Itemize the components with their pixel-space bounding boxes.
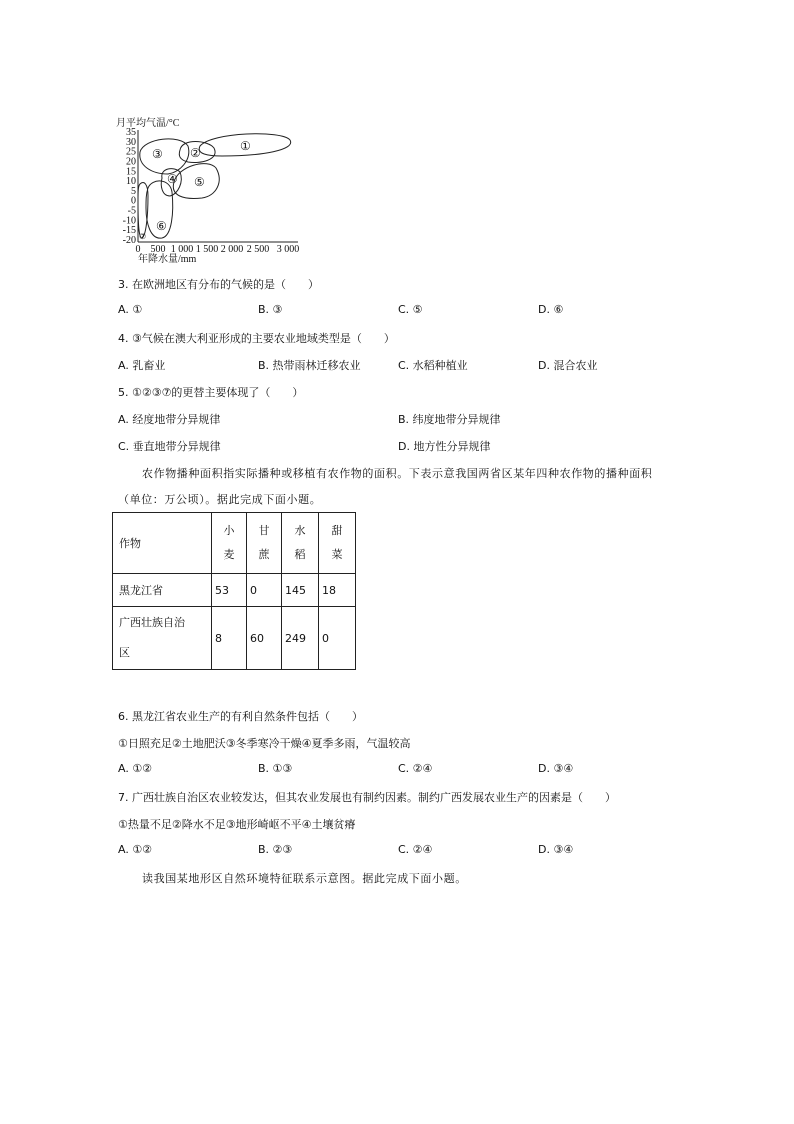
q5-option-a[interactable]: A. 经度地带分异规律	[118, 413, 221, 426]
header-crop: 作物	[113, 513, 212, 574]
cell-wheat: 53	[212, 574, 247, 607]
header-wheat: 小 麦	[212, 513, 247, 574]
header-rice: 水 稻	[282, 513, 319, 574]
passage-1-line-2: （单位：万公顷）。据此完成下面小题。	[118, 493, 322, 506]
q3-option-d[interactable]: D. ⑥	[538, 303, 564, 316]
q4-option-b[interactable]: B. 热带雨林迁移农业	[258, 359, 361, 372]
x-tick-label: 500	[150, 244, 166, 255]
cell-rice: 145	[282, 574, 319, 607]
region-label-2: ②	[190, 146, 201, 160]
y-tick-label: 5	[131, 185, 136, 197]
passage-1-line-1: 农作物播种面积指实际播种或移植有农作物的面积。下表示意我国两省区某年四种农作物的播种面积	[142, 467, 653, 480]
question-6-items: ①日照充足②土地肥沃③冬季寒冷干燥④夏季多雨，气温较高	[118, 737, 411, 750]
region-label-5: ⑤	[194, 175, 205, 189]
q7-option-d[interactable]: D. ③④	[538, 843, 574, 856]
q6-option-d[interactable]: D. ③④	[538, 762, 574, 775]
x-tick-label: 2 000	[220, 244, 244, 255]
header-sugarcane: 甘 蔗	[247, 513, 282, 574]
cell-wheat: 8	[212, 607, 247, 670]
header-sugarbeet: 甜 菜	[319, 513, 356, 574]
q3-option-b[interactable]: B. ③	[258, 303, 283, 316]
q4-option-d[interactable]: D. 混合农业	[538, 359, 598, 372]
q7-option-b[interactable]: B. ②③	[258, 843, 293, 856]
row-region: 黑龙江省	[113, 574, 212, 607]
cell-sugarbeet: 18	[319, 574, 356, 607]
x-tick-label: 3 000	[276, 244, 300, 255]
q3-option-a[interactable]: A. ①	[118, 303, 143, 316]
y-tick-label: -5	[127, 205, 136, 217]
x-tick-label: 2 500	[246, 244, 270, 255]
y-tick-label: 10	[126, 176, 136, 188]
cell-sugarcane: 0	[247, 574, 282, 607]
table-row	[113, 607, 356, 670]
region-label-6: ⑥	[156, 219, 167, 233]
y-axis-label: 月平均气温/°C	[116, 118, 180, 129]
region-label-4: ④	[167, 172, 178, 186]
question-3-stem: 3. 在欧洲地区有分布的气候的是（ ）	[118, 278, 319, 291]
table-row	[113, 574, 356, 607]
y-tick-label: 20	[126, 156, 136, 168]
y-tick-label: -20	[122, 235, 136, 246]
region-label-1: ①	[240, 139, 251, 153]
y-tick-label: 15	[126, 166, 136, 178]
y-tick-label: 35	[126, 127, 136, 138]
question-6-stem: 6. 黑龙江省农业生产的有利自然条件包括（ ）	[118, 710, 363, 723]
question-4-stem: 4. ③气候在澳大利亚形成的主要农业地域类型是（ ）	[118, 332, 395, 345]
question-7-items: ①热量不足②降水不足③地形崎岖不平④土壤贫瘠	[118, 818, 356, 831]
cell-sugarbeet: 0	[319, 607, 356, 670]
row-region: 广西壮族自治 区	[113, 607, 212, 670]
y-tick-label: 30	[126, 136, 136, 148]
q7-option-c[interactable]: C. ②④	[398, 843, 433, 856]
q6-option-c[interactable]: C. ②④	[398, 762, 433, 775]
cell-sugarcane: 60	[247, 607, 282, 670]
y-tick-label: -10	[122, 215, 136, 227]
x-tick-label: 1 000	[170, 244, 194, 255]
climate-chart	[112, 112, 322, 264]
x-tick-label: 1 500	[195, 244, 219, 255]
q6-option-b[interactable]: B. ①③	[258, 762, 293, 775]
region-label-3: ③	[152, 147, 163, 161]
q4-option-a[interactable]: A. 乳畜业	[118, 359, 166, 372]
q5-option-b[interactable]: B. 纬度地带分异规律	[398, 413, 501, 426]
q3-option-c[interactable]: C. ⑤	[398, 303, 423, 316]
x-tick-label: 0	[135, 244, 141, 255]
y-tick-label: 25	[126, 146, 136, 158]
crop-area-table	[112, 512, 356, 670]
table-header-row	[113, 513, 356, 574]
x-axis-label: 年降水量/mm	[138, 254, 197, 264]
region-label-7: ⑦	[139, 232, 147, 241]
q4-option-c[interactable]: C. 水稻种植业	[398, 359, 468, 372]
q6-option-a[interactable]: A. ①②	[118, 762, 153, 775]
passage-2: 读我国某地形区自然环境特征联系示意图。据此完成下面小题。	[142, 872, 467, 885]
question-7-stem: 7. 广西壮族自治区农业较发达，但其农业发展也有制约因素。制约广西发展农业生产的因素是（ ）	[118, 791, 616, 804]
y-tick-label: 0	[131, 195, 136, 207]
region-3-outline	[140, 139, 189, 174]
question-5-stem: 5. ①②③⑦的更替主要体现了（ ）	[118, 386, 304, 399]
q5-option-c[interactable]: C. 垂直地带分异规律	[118, 440, 221, 453]
q5-option-d[interactable]: D. 地方性分异规律	[398, 440, 491, 453]
cell-rice: 249	[282, 607, 319, 670]
q7-option-a[interactable]: A. ①②	[118, 843, 153, 856]
y-tick-label: -15	[122, 225, 136, 237]
y-tick-labels	[123, 127, 136, 246]
